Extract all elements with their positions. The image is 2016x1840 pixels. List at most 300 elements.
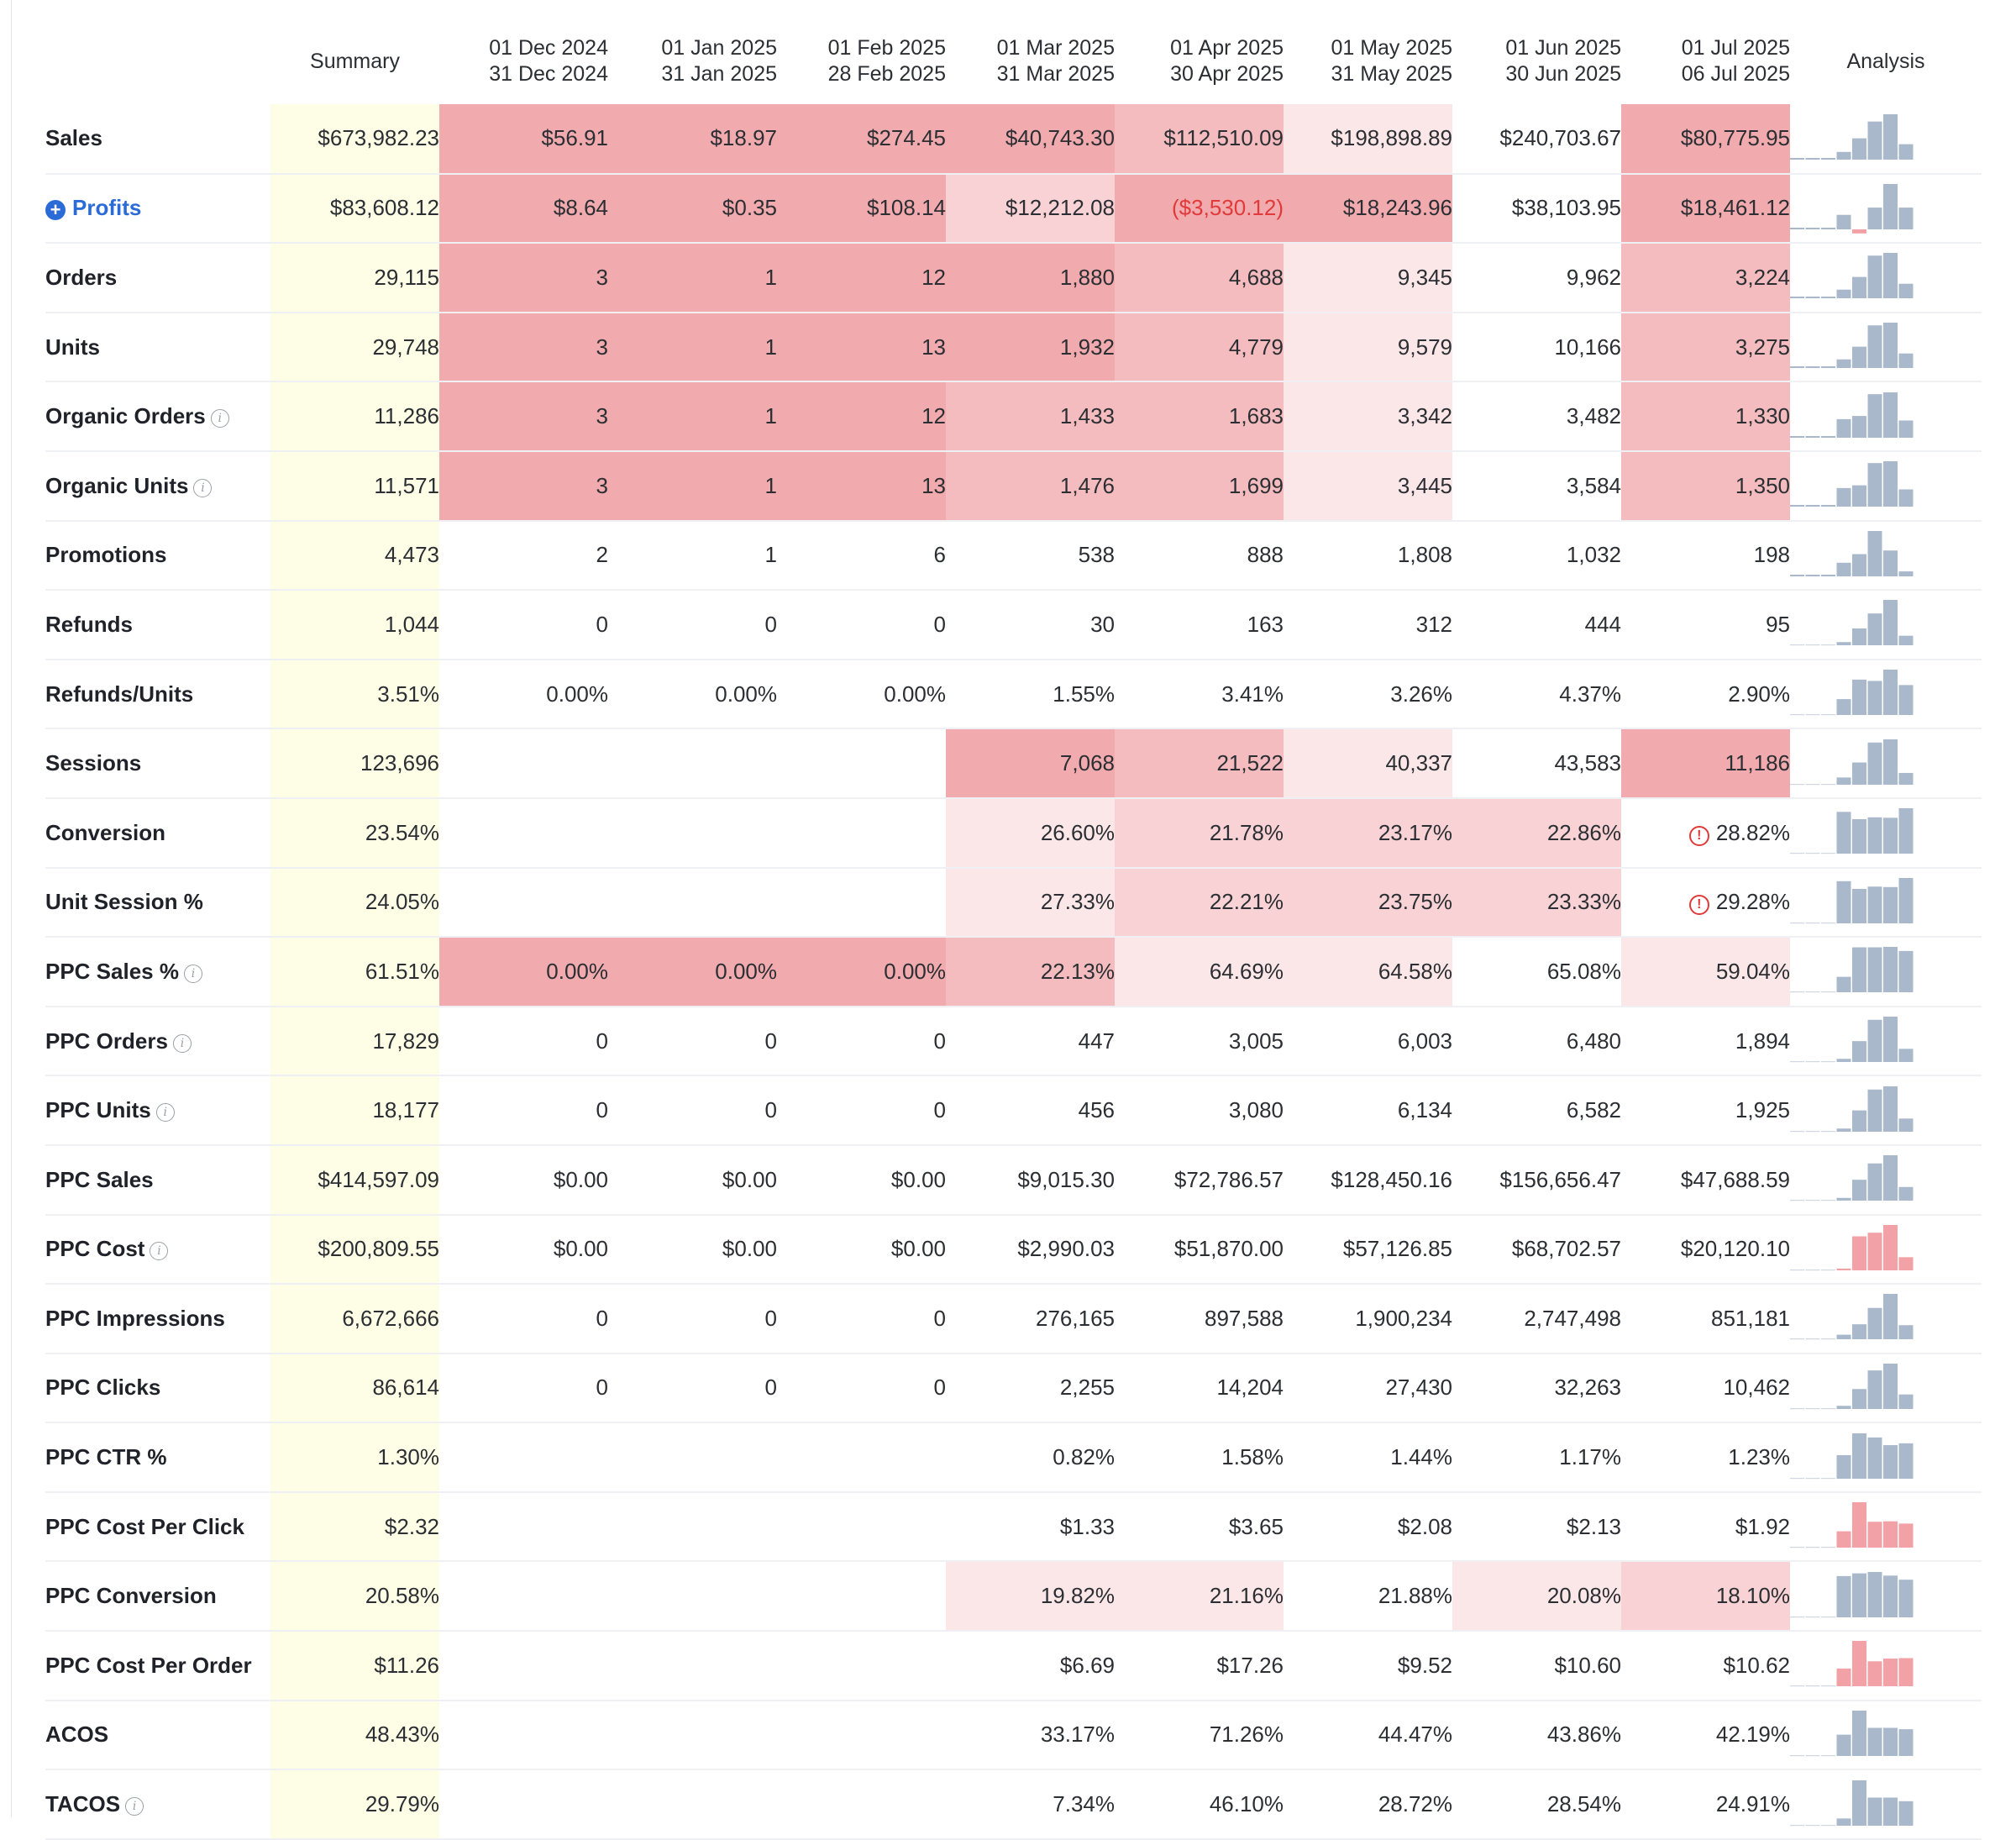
period-value-cell [946,451,1115,521]
period-value: 23.75% [1378,889,1452,915]
sparkline-bar [1883,739,1898,785]
sparkline-bar [1852,1180,1866,1201]
period-value: 32,263 [1554,1375,1621,1401]
period-value: 0.82% [1053,1444,1115,1470]
sparkline-bar [1899,1187,1914,1201]
header-period[interactable] [777,18,946,104]
period-value-cell [1452,1007,1621,1076]
info-icon[interactable]: i [193,479,212,497]
period-value-cell [608,798,777,868]
period-value: 27,430 [1385,1375,1452,1401]
sparkline-chart [1790,1569,1933,1624]
analysis-sparkline [1790,1701,1982,1770]
sparkline-bar [1868,1233,1882,1270]
period-value-cell [1621,1284,1790,1354]
summary-cell: $673,982.23 [270,104,439,174]
period-value: $18,461.12 [1680,195,1790,221]
period-value-cell [946,1354,1115,1423]
sparkline-bar [1899,773,1914,785]
sparkline-bar [1790,1338,1804,1339]
sparkline-bar [1790,1131,1804,1132]
period-value-cell [777,590,946,660]
period-value-cell [1621,243,1790,313]
period-value-cell [777,937,946,1007]
table-row [45,590,1982,660]
summary-cell: 3.51% [270,660,439,729]
sparkline-bar [1852,1325,1866,1340]
period-value-cell [439,1769,608,1839]
sparkline-bar [1837,643,1851,646]
period-start: 01 Feb 2025 [827,36,946,60]
sparkline-bar [1899,1118,1914,1132]
analysis-sparkline [1790,313,1982,382]
period-value: 3.26% [1390,681,1452,707]
sparkline-bar [1821,228,1835,229]
sparkline-bar [1790,714,1804,715]
period-value-cell [946,174,1115,244]
analysis-sparkline [1790,1215,1982,1285]
analysis-sparkline [1790,1145,1982,1215]
metric-label-text: ACOS [45,1722,109,1748]
analysis-sparkline [1790,1075,1982,1145]
period-value: $3.65 [1228,1513,1284,1539]
period-value-cell [777,1215,946,1285]
period-value-cell [608,313,777,382]
sparkline-bar [1821,644,1835,645]
expand-plus-icon[interactable]: + [45,200,66,220]
sparkline-bar [1899,284,1914,298]
period-value-cell [1452,728,1621,798]
period-value-cell [1115,728,1284,798]
period-value-cell [608,1007,777,1076]
info-icon[interactable]: i [150,1242,168,1260]
analysis-sparkline [1790,104,1982,174]
metric-label [45,1354,270,1423]
metric-label-text: PPC Sales % [45,958,179,984]
period-value-cell [777,1145,946,1215]
sparkline-chart [1790,1499,1933,1554]
period-value-cell [608,521,777,591]
period-value-cell [439,660,608,729]
period-value: 21.88% [1378,1583,1452,1609]
period-value: $156,656.47 [1499,1166,1621,1192]
sparkline-bar [1852,229,1866,234]
period-value: $0.00 [890,1166,946,1192]
period-value-cell [439,937,608,1007]
sparkline-bar [1806,784,1820,785]
period-value-cell [608,451,777,521]
sparkline-bar [1899,490,1914,507]
period-value: $68,702.57 [1511,1236,1621,1262]
period-start: 01 Mar 2025 [996,36,1115,60]
period-value-cell [1115,174,1284,244]
sparkline-bar [1806,297,1820,298]
period-value: 1.17% [1559,1444,1621,1470]
sparkline-bar [1883,323,1898,368]
period-value: 9,345 [1397,264,1452,290]
sparkline-bar [1868,1308,1882,1339]
sparkline-bar [1837,977,1851,992]
sparkline-chart [1790,944,1933,999]
sparkline-bar [1899,1049,1914,1062]
metric-label [45,1075,270,1145]
metric-label-text: Organic Units [45,472,189,498]
analysis-sparkline [1790,381,1982,451]
alert-icon[interactable]: ! [1689,895,1709,915]
period-value: 12 [921,403,946,429]
period-value-cell [1115,1422,1284,1492]
period-start: 01 Jan 2025 [661,36,777,60]
sparkline-bar [1899,208,1914,229]
period-value-cell [608,1145,777,1215]
period-value: 4,779 [1228,334,1284,360]
period-value-cell [1621,1492,1790,1562]
period-value-cell [946,243,1115,313]
period-value: 851,181 [1711,1305,1790,1331]
period-value-cell [777,660,946,729]
period-value-cell [608,868,777,938]
period-value-cell [1621,1354,1790,1423]
table-row [45,1422,1982,1492]
sparkline-bar [1883,184,1898,229]
period-value: 0 [933,1305,946,1331]
sparkline-bar [1790,784,1804,785]
summary-cell: 48.43% [270,1701,439,1770]
period-value: 1.58% [1221,1444,1284,1470]
period-value-cell [1284,451,1452,521]
period-value: 1 [764,472,777,498]
sparkline-bar [1837,419,1851,438]
period-value-cell [439,590,608,660]
sparkline-bar [1899,878,1914,923]
info-icon[interactable]: i [173,1034,192,1053]
period-start: 01 May 2025 [1331,36,1452,60]
sparkline-bar [1899,571,1914,576]
period-value-cell [1284,1769,1452,1839]
period-end: 30 Jun 2025 [1505,62,1621,86]
period-value-cell [1284,1007,1452,1076]
sparkline-bar [1883,1797,1898,1825]
period-value: $18.97 [710,125,777,151]
period-value-cell [1284,381,1452,451]
sparkline-bar [1883,1225,1898,1270]
period-value-cell [1284,174,1452,244]
period-value: $72,786.57 [1173,1166,1284,1192]
period-value-cell [1284,1215,1452,1285]
sparkline-bar [1883,1659,1898,1686]
period-value-cell [1284,104,1452,174]
metric-label-text: PPC Cost Per Click [45,1513,244,1539]
table-row [45,1145,1982,1215]
analysis-sparkline [1790,1354,1982,1423]
period-value-cell [439,451,608,521]
metric-label-text: PPC CTR % [45,1444,167,1470]
period-value-cell [1284,521,1452,591]
alert-icon[interactable]: ! [1689,826,1709,846]
period-value-cell [1452,1145,1621,1215]
period-end: 31 Dec 2024 [489,62,608,86]
period-value-cell [946,1631,1115,1701]
sparkline-bar [1821,1685,1835,1686]
info-icon[interactable]: i [184,965,202,983]
period-value: 10,462 [1723,1375,1790,1401]
period-value-cell [777,1422,946,1492]
metric-label [45,1422,270,1492]
sparkline-bar [1868,394,1882,438]
sparkline-chart [1790,1291,1933,1346]
header-period[interactable] [1452,18,1621,104]
period-value: 2 [596,542,608,568]
table-row [45,1075,1982,1145]
period-value-cell [946,313,1115,382]
period-value: 198 [1753,542,1790,568]
period-value-cell [608,381,777,451]
header-summary[interactable]: Summary [310,49,400,73]
period-value-cell [608,174,777,244]
period-value: 12 [921,264,946,290]
period-value: 3,275 [1735,334,1790,360]
period-value-cell [777,1075,946,1145]
summary-cell: 1,044 [270,590,439,660]
period-value-cell [1284,798,1452,868]
period-value: 22.21% [1209,889,1284,915]
sparkline-bar [1821,853,1835,854]
period-value: 447 [1078,1028,1115,1054]
header-period[interactable] [1115,18,1284,104]
period-value-cell [439,243,608,313]
sparkline-bar [1821,714,1835,715]
sparkline-bar [1852,138,1866,159]
period-value: 0 [596,1375,608,1401]
sparkline-bar [1852,1641,1866,1686]
analysis-sparkline [1790,1284,1982,1354]
period-value-cell [946,104,1115,174]
sparkline-bar [1790,436,1804,438]
sparkline-chart [1790,250,1933,305]
period-value: 1,925 [1735,1097,1790,1123]
period-value-cell [777,798,946,868]
sparkline-bar [1883,1445,1898,1479]
period-value: 9,579 [1397,334,1452,360]
period-value-cell [1284,243,1452,313]
period-value: 28.82% [1715,819,1790,845]
analysis-sparkline [1790,521,1982,591]
summary-cell: 86,614 [270,1354,439,1423]
metric-label [45,1284,270,1354]
sparkline-bar [1821,1131,1835,1132]
sparkline-bar [1868,742,1882,784]
sparkline-bar [1883,253,1898,298]
sparkline-bar [1806,714,1820,715]
sparkline-chart [1790,181,1933,236]
period-value-cell [1621,798,1790,868]
period-value-cell [1452,1284,1621,1354]
sparkline-bar [1790,1478,1804,1479]
sparkline-bar [1868,1572,1882,1617]
period-value-cell [1452,1422,1621,1492]
period-value-cell [439,868,608,938]
sparkline-bar [1821,1200,1835,1201]
period-value: 1,330 [1735,403,1790,429]
period-value: 59.04% [1715,958,1790,984]
period-value-cell [946,1215,1115,1285]
sparkline-bar [1806,436,1820,438]
period-value-cell [1115,1284,1284,1354]
period-value-cell [777,174,946,244]
summary-cell: 29,748 [270,313,439,382]
period-value: 0 [596,1305,608,1331]
period-value-cell [1452,1075,1621,1145]
period-value-cell [1621,1075,1790,1145]
metric-label-text: PPC Conversion [45,1583,217,1609]
table-row [45,798,1982,868]
period-value: 4.37% [1559,681,1621,707]
period-value: $9,015.30 [1017,1166,1115,1192]
period-value: 0 [933,611,946,637]
sparkline-chart [1790,458,1933,513]
period-value: 0 [764,1375,777,1401]
sparkline-bar [1868,208,1882,229]
period-value-cell [1621,728,1790,798]
period-value-cell [1115,313,1284,382]
sparkline-chart [1790,1083,1933,1138]
period-value-cell [1115,937,1284,1007]
sparkline-bar [1821,505,1835,507]
sparkline-bar [1837,152,1851,160]
period-value-cell [1621,1422,1790,1492]
period-value-cell [1452,1215,1621,1285]
period-value-cell [946,590,1115,660]
period-value-cell [1452,521,1621,591]
period-value: 6,003 [1397,1028,1452,1054]
metric-label [45,590,270,660]
sparkline-bar [1790,1685,1804,1686]
period-value: $1.92 [1735,1513,1790,1539]
analysis-sparkline [1790,1422,1982,1492]
sparkline-bar [1852,1041,1866,1062]
period-value-cell [608,1561,777,1631]
period-value-cell [439,313,608,382]
info-icon[interactable]: i [125,1797,144,1816]
period-value-cell [777,243,946,313]
sparkline-bar [1868,614,1882,646]
metric-label [45,381,270,451]
period-value: 30 [1090,611,1115,637]
period-value-cell [1115,868,1284,938]
table-row [45,243,1982,313]
sparkline-bar [1837,1269,1851,1270]
period-value: 3 [596,403,608,429]
table-row [45,1215,1982,1285]
sparkline-bar [1837,1335,1851,1339]
period-value-cell [946,1145,1115,1215]
period-value: $1.33 [1059,1513,1115,1539]
header-period[interactable] [1284,18,1452,104]
sparkline-bar [1806,1061,1820,1062]
table-row [45,1701,1982,1770]
sparkline-bar [1821,366,1835,368]
period-value-cell [1452,937,1621,1007]
sparkline-chart [1790,1152,1933,1207]
metric-label [45,1769,270,1839]
period-value-cell [777,728,946,798]
period-value-cell [1284,868,1452,938]
period-value-cell [946,728,1115,798]
header-period[interactable] [946,18,1115,104]
period-value-cell [1452,660,1621,729]
sparkline-bar [1899,1659,1914,1686]
period-value-cell [1621,868,1790,938]
period-value: 0 [933,1028,946,1054]
period-value: 27.33% [1040,889,1115,915]
metric-label-text: Unit Session % [45,889,203,915]
period-value-cell [1115,521,1284,591]
metric-label [45,1492,270,1562]
period-value-cell [1452,243,1621,313]
period-value: 1 [764,403,777,429]
info-icon[interactable]: i [156,1103,175,1122]
sparkline-bar [1852,819,1866,854]
metric-label [45,1701,270,1770]
period-value: $0.00 [722,1236,777,1262]
metric-label-text[interactable]: Profits [72,195,142,221]
period-value-cell [946,1701,1115,1770]
info-icon[interactable]: i [211,409,229,428]
sparkline-chart [1790,1360,1933,1416]
period-value-cell [608,728,777,798]
metric-label-text: PPC Impressions [45,1305,225,1331]
sparkline-bar [1852,1389,1866,1409]
sparkline-bar [1806,1338,1820,1339]
period-value: 2,747,498 [1524,1305,1621,1331]
sparkline-bar [1852,889,1866,923]
metric-label [45,660,270,729]
period-value: 0 [596,1028,608,1054]
period-value-cell [1115,1007,1284,1076]
sparkline-bar [1806,505,1820,507]
sparkline-bar [1883,947,1898,992]
period-value: 1.55% [1053,681,1115,707]
table-row [45,868,1982,938]
period-value: $8.64 [553,195,608,221]
summary-cell: $11.26 [270,1631,439,1701]
sparkline-bar [1837,215,1851,229]
period-value-cell [1452,174,1621,244]
period-value-cell [777,521,946,591]
period-value: 1,699 [1228,472,1284,498]
period-value: 64.58% [1378,958,1452,984]
metric-label[interactable] [45,174,270,244]
period-value-cell [777,313,946,382]
sparkline-bar [1883,1522,1898,1548]
header-period[interactable] [439,18,608,104]
period-value: 23.17% [1378,819,1452,845]
sparkline-bar [1790,1825,1804,1826]
sparkline-bar [1852,680,1866,715]
sparkline-bar [1837,290,1851,298]
period-value: 0 [933,1375,946,1401]
table-row [45,174,1982,244]
period-value-cell [439,728,608,798]
header-period[interactable] [1621,18,1790,104]
period-value-cell [608,1284,777,1354]
sparkline-bar [1899,354,1914,368]
period-value-cell [777,1007,946,1076]
period-value: 42.19% [1715,1722,1790,1748]
period-value-cell [1621,1631,1790,1701]
period-value-cell [777,1631,946,1701]
header-period[interactable] [608,18,777,104]
